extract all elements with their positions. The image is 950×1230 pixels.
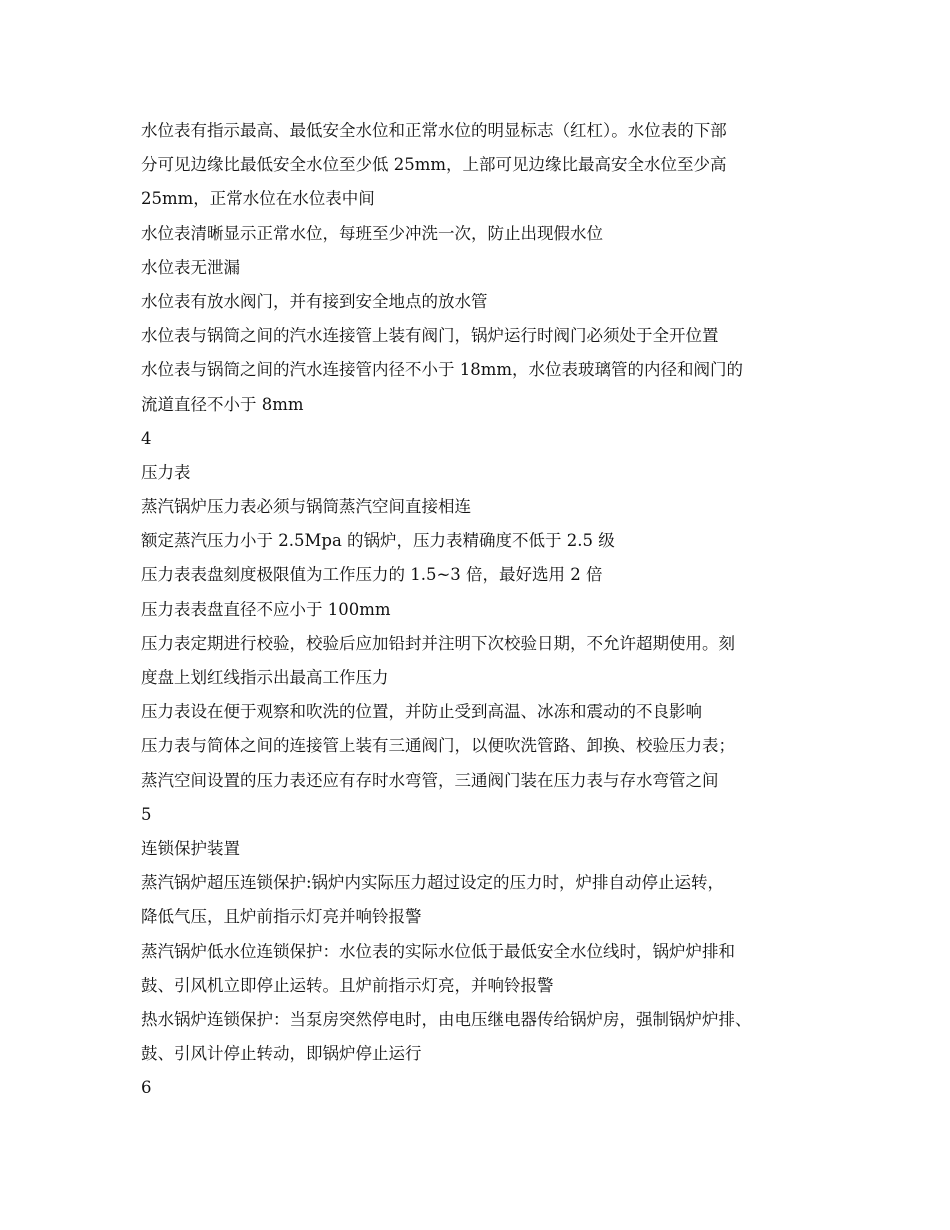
text-line: 热水锅炉连锁保护：当泵房突然停电时，由电压继电器传给锅炉房，强制锅炉炉排、: [141, 1009, 752, 1029]
text-line: 蒸汽空间设置的压力表还应有存时水弯管，三通阀门装在压力表与存水弯管之间: [141, 770, 719, 790]
text-line: 压力表定期进行校验，校验后应加铅封并注明下次校验日期，不允许超期使用。刻: [141, 633, 735, 653]
text-line: 压力表与简体之间的连接管上装有三通阀门，以便吹洗管路、卸换、校验压力表；: [141, 736, 735, 756]
text-line: 度盘上划红线指示出最高工作压力: [141, 668, 389, 687]
text-line: 压力表表盘刻度极限值为工作压力的 1.5~3 倍，最好选用 2 倍: [141, 565, 603, 585]
section-heading: 压力表: [141, 462, 191, 482]
text-line: 分可见边缘比最低安全水位至少低 25mm，上部可见边缘比最高安全水位至少高: [141, 155, 727, 175]
text-line: 鼓、引风计停止转动，即锅炉停止运行: [141, 1044, 422, 1064]
text-line: 压力表表盘直径不应小于 100mm: [141, 599, 391, 619]
section-number: 5: [141, 804, 152, 824]
text-line: 水位表有指示最高、最低安全水位和正常水位的明显标志（红杠）。水位表的下部: [141, 121, 727, 140]
text-line: 水位表无泄漏: [141, 257, 240, 277]
text-line: 降低气压，且炉前指示灯亮并响铃报警: [141, 907, 422, 927]
text-line: 水位表清晰显示正常水位，每班至少冲洗一次，防止出现假水位: [141, 223, 603, 243]
text-line: 水位表有放水阀门，并有接到安全地点的放水管: [141, 291, 488, 311]
text-line: 25mm，正常水位在水位表中间: [141, 189, 375, 209]
text-line: 蒸汽锅炉低水位连锁保护：水位表的实际水位低于最低安全水位线时，锅炉炉排和: [141, 941, 735, 961]
text-line: 水位表与锅筒之间的汽水连接管上装有阀门，锅炉运行时阀门必须处于全开位置: [141, 326, 719, 346]
text-line: 蒸汽锅炉压力表必须与锅筒蒸汽空间直接相连: [141, 497, 471, 517]
section-number: 4: [141, 428, 152, 448]
text-line: 额定蒸汽压力小于 2.5Mpa 的锅炉，压力表精确度不低于 2.5 级: [141, 531, 615, 551]
text-line: 蒸汽锅炉超压连锁保护:锅炉内实际压力超过设定的压力时，炉排自动停止运转，: [141, 873, 725, 893]
text-line: 压力表设在便于观察和吹洗的位置，并防止受到高温、冰冻和震动的不良影响: [141, 702, 702, 722]
section-heading: 连锁保护装置: [141, 838, 240, 858]
text-line: 流道直径不小于 8mm: [141, 394, 304, 414]
section-number: 6: [141, 1078, 152, 1098]
text-line: 水位表与锅筒之间的汽水连接管内径不小于 18mm，水位表玻璃管的内径和阀门的: [141, 360, 744, 380]
document-body: [141, 114, 831, 1105]
text-line: 鼓、引风机立即停止运转。且炉前指示灯亮，并响铃报警: [141, 975, 554, 995]
